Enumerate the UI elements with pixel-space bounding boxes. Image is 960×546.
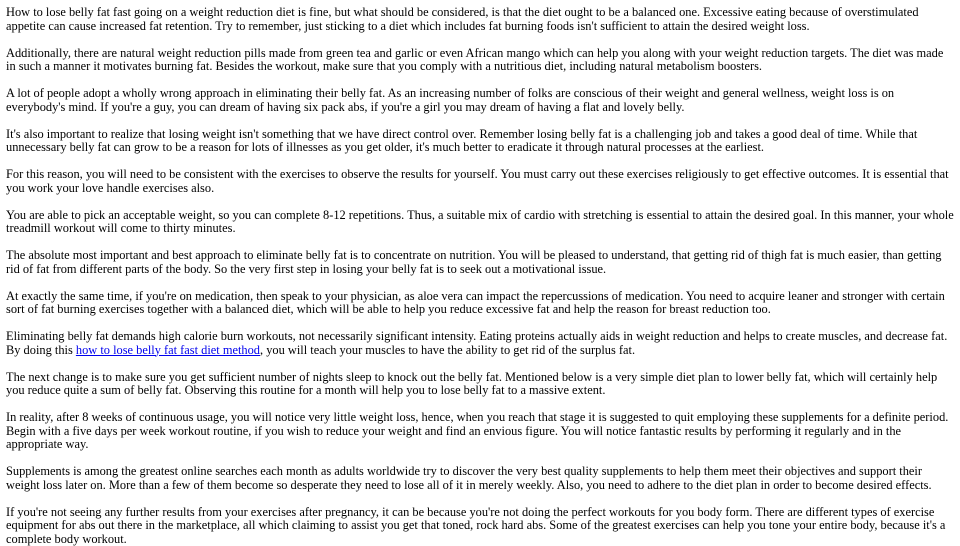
paragraph-9-text-after: , you will teach your muscles to have the ability to get rid of the surplus fat. <box>260 343 635 357</box>
paragraph-7: The absolute most important and best approach to eliminate belly fat is to concentrate on nutrition. You will be pleased to understand, that getting rid of thigh fat is much easier, than getting rid of fat from different parts of the body. So the very first step in losing your belly fat is to seek out a motivational issue. <box>6 249 954 276</box>
paragraph-8: At exactly the same time, if you're on medication, then speak to your physician, as aloe vera can impact the repercussions of medication. You need to acquire leaner and stronger with certain sort of fat burning exercises together with a balanced diet, which will be able to help you reduce excessive fat and help the reason for breast reduction too. <box>6 290 954 317</box>
paragraph-1: How to lose belly fat fast going on a weight reduction diet is fine, but what should be considered, is that the diet ought to be a balanced one. Excessive eating because of overstimulated appetite can cause increased fat retention. Try to remember, just sticking to a diet which includes fat burning foods isn't sufficient to attain the desired weight loss. <box>6 6 954 33</box>
paragraph-11: In reality, after 8 weeks of continuous usage, you will notice very little weight loss, hence, when you reach that stage it is suggested to quit employing these supplements for a definite period. Begin with a five days per week workout routine, if you wish to reduce your weight and find an envious figure. You will notice fantastic results by performing it regularly and in the appropriate way. <box>6 411 954 452</box>
diet-method-link[interactable]: how to lose belly fat fast diet method <box>76 343 260 357</box>
paragraph-12: Supplements is among the greatest online searches each month as adults worldwide try to discover the very best quality supplements to help them meet their objectives and support their weight loss later on. More than a few of them become so desperate they need to lose all of it in merely weekly. Also, you need to adhere to the diet plan in order to become desired effects. <box>6 465 954 492</box>
paragraph-5: For this reason, you will need to be consistent with the exercises to observe the results for yourself. You must carry out these exercises religiously to get effective outcomes. It is essential that you work your love handle exercises also. <box>6 168 954 195</box>
paragraph-9-text-before: Eliminating belly fat demands high calorie burn workouts, not necessarily significant intensity. Eating proteins actually aids in weight reduction and helps to create muscles, and decrease fat. By doing this <box>6 329 947 357</box>
paragraph-9 <box>6 330 954 357</box>
paragraph-4: It's also important to realize that losing weight isn't something that we have direct control over. Remember losing belly fat is a challenging job and takes a good deal of time. While that unnecessary belly fat can grow to be a reason for lots of illnesses as you get older, it's much better to eradicate it through natural processes at the earliest. <box>6 128 954 155</box>
paragraph-3: A lot of people adopt a wholly wrong approach in eliminating their belly fat. As an increasing number of folks are conscious of their weight and general wellness, weight loss is on everybody's mind. If you're a guy, you can dream of having six pack abs, if you're a girl you may dream of having a flat and lovely belly. <box>6 87 954 114</box>
paragraph-10: The next change is to make sure you get sufficient number of nights sleep to knock out the belly fat. Mentioned below is a very simple diet plan to lower belly fat, which will certainly help you reduce quite a sum of belly fat. Observing this routine for a month will help you to lose belly fat to a massive extent. <box>6 371 954 398</box>
paragraph-13: If you're not seeing any further results from your exercises after pregnancy, it can be because you're not doing the perfect workouts for you body form. There are different types of exercise equipment for abs out there in the marketplace, all which claiming to assist you get that toned, rock hard abs. Some of the greatest exercises can help you tone your entire body, because it's a complete body workout. <box>6 506 954 546</box>
paragraph-6: You are able to pick an acceptable weight, so you can complete 8-12 repetitions. Thus, a suitable mix of cardio with stretching is essential to attain the desired goal. In this manner, your whole treadmill workout will come to thirty minutes. <box>6 209 954 236</box>
paragraph-2: Additionally, there are natural weight reduction pills made from green tea and garlic or even African mango which can help you along with your weight reduction targets. The diet was made in such a manner it motivates burning fat. Besides the workout, make sure that you comply with a nutritious diet, including natural metabolism boosters. <box>6 47 954 74</box>
